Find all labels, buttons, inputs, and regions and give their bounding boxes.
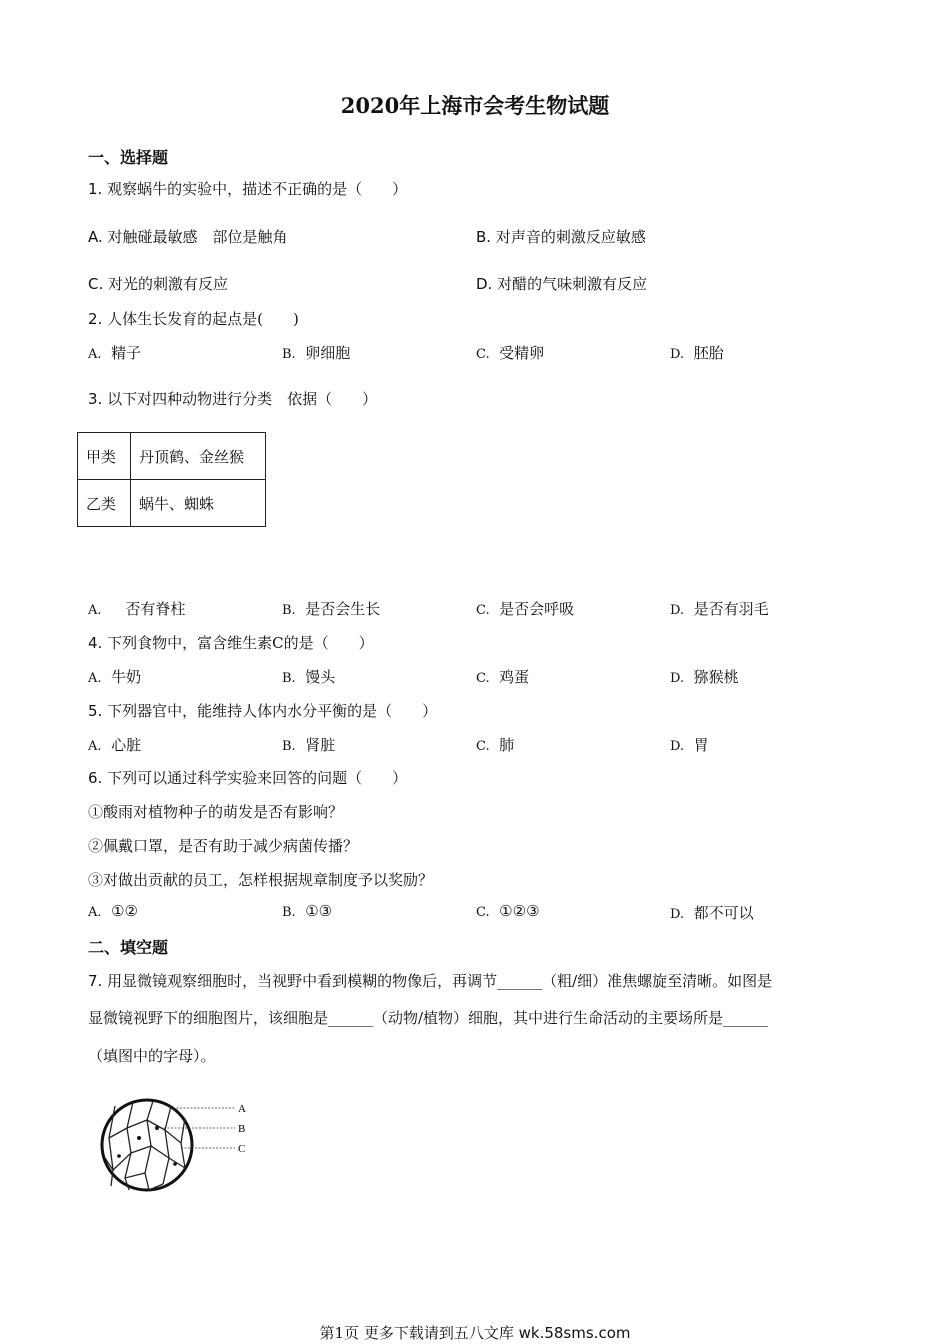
table-row — [78, 433, 266, 480]
footer-page: 第1页 更多下载请到五八文库 — [319, 1324, 514, 1342]
q1-option-a: A. 对触碰最敏感 部位是触角 — [88, 228, 288, 246]
q1-option-c: C. 对光的刺激有反应 — [88, 275, 229, 293]
q3-option-c: C. 是否会呼吸 — [476, 600, 575, 618]
question-7: 7. 用显微镜观察细胞时，当视野中看到模糊的物像后，再调节______（粗/细）准焦螺旋至清晰。如图是 — [88, 972, 773, 990]
q5-option-b: B. 肾脏 — [282, 736, 336, 754]
table-cell: 丹顶鹤、金丝猴 — [131, 433, 266, 480]
q6-option-a: A. ①② — [88, 902, 138, 920]
page-footer — [0, 1322, 950, 1343]
footer-site-link[interactable]: wk.58sms.com — [518, 1324, 631, 1342]
q4-option-c: C. 鸡蛋 — [476, 668, 530, 686]
classification-table — [77, 432, 266, 527]
question-1 — [88, 178, 407, 199]
statement-2: ②佩戴口罩，是否有助于减少病菌传播？ — [88, 837, 359, 855]
question-4: 4. 下列食物中，富含维生素C的是（ ） — [88, 634, 374, 652]
question-number: 1. — [88, 180, 103, 198]
q5-option-c: C. 肺 — [476, 736, 515, 754]
statement-3: ③对做出贡献的员工，怎样根据规章制度予以奖励？ — [88, 871, 434, 889]
q2-option-b: B. 卵细胞 — [282, 344, 351, 362]
q3-option-d: D. 是否有羽毛 — [670, 600, 769, 618]
figure-label-c: C — [238, 1143, 246, 1155]
q3-option-b: B. 是否会生长 — [282, 600, 381, 618]
table-cell: 甲类 — [78, 433, 131, 480]
question-7-line-2: 显微镜视野下的细胞图片，该细胞是______（动物/植物）细胞，其中进行生命活动的主要场所是______ — [88, 1009, 769, 1027]
question-3: 3. 以下对四种动物进行分类 依据（ ） — [88, 390, 378, 408]
q6-option-d: D. 都不可以 — [670, 904, 754, 922]
statement-1: ①酸雨对植物种子的萌发是否有影响？ — [88, 803, 344, 821]
table-cell: 乙类 — [78, 480, 131, 527]
figure-label-a: A — [238, 1103, 246, 1115]
question-5: 5. 下列器官中，能维持人体内水分平衡的是（ ） — [88, 702, 438, 720]
q1-option-d: D. 对醋的气味刺激有反应 — [476, 275, 648, 293]
figure-label-b: B — [238, 1123, 246, 1135]
microscope-cell-figure — [85, 1098, 265, 1193]
q6-option-c: C. ①②③ — [476, 902, 540, 920]
question-2: 2. 人体生长发育的起点是( ) — [88, 310, 299, 328]
table-row — [78, 480, 266, 527]
question-7-line-3: （填图中的字母）。 — [88, 1047, 216, 1065]
q3-option-a: A. 否有脊柱 — [88, 600, 186, 618]
q2-option-d: D. 胚胎 — [670, 344, 724, 362]
table-cell: 蜗牛、蜘蛛 — [131, 480, 266, 527]
q4-option-b: B. 馒头 — [282, 668, 336, 686]
q2-option-a: A. 精子 — [88, 344, 142, 362]
q5-option-d: D. 胃 — [670, 736, 709, 754]
q4-option-a: A. 牛奶 — [88, 668, 142, 686]
section-fill-heading: 二、填空题 — [88, 938, 169, 957]
q2-option-c: C. 受精卵 — [476, 344, 545, 362]
section-choice-heading: 一、选择题 — [88, 148, 169, 167]
q5-option-a: A. 心脏 — [88, 736, 142, 754]
q4-option-d: D. 猕猴桃 — [670, 668, 739, 686]
question-text: 观察蜗牛的实验中，描述不正确的是（ ） — [107, 180, 408, 198]
q1-option-b: B. 对声音的刺激反应敏感 — [476, 228, 646, 246]
q6-option-b: B. ①③ — [282, 902, 333, 920]
page-title: 2020年上海市会考生物试题 — [340, 93, 610, 118]
question-6: 6. 下列可以通过科学实验来回答的问题（ ） — [88, 769, 408, 787]
